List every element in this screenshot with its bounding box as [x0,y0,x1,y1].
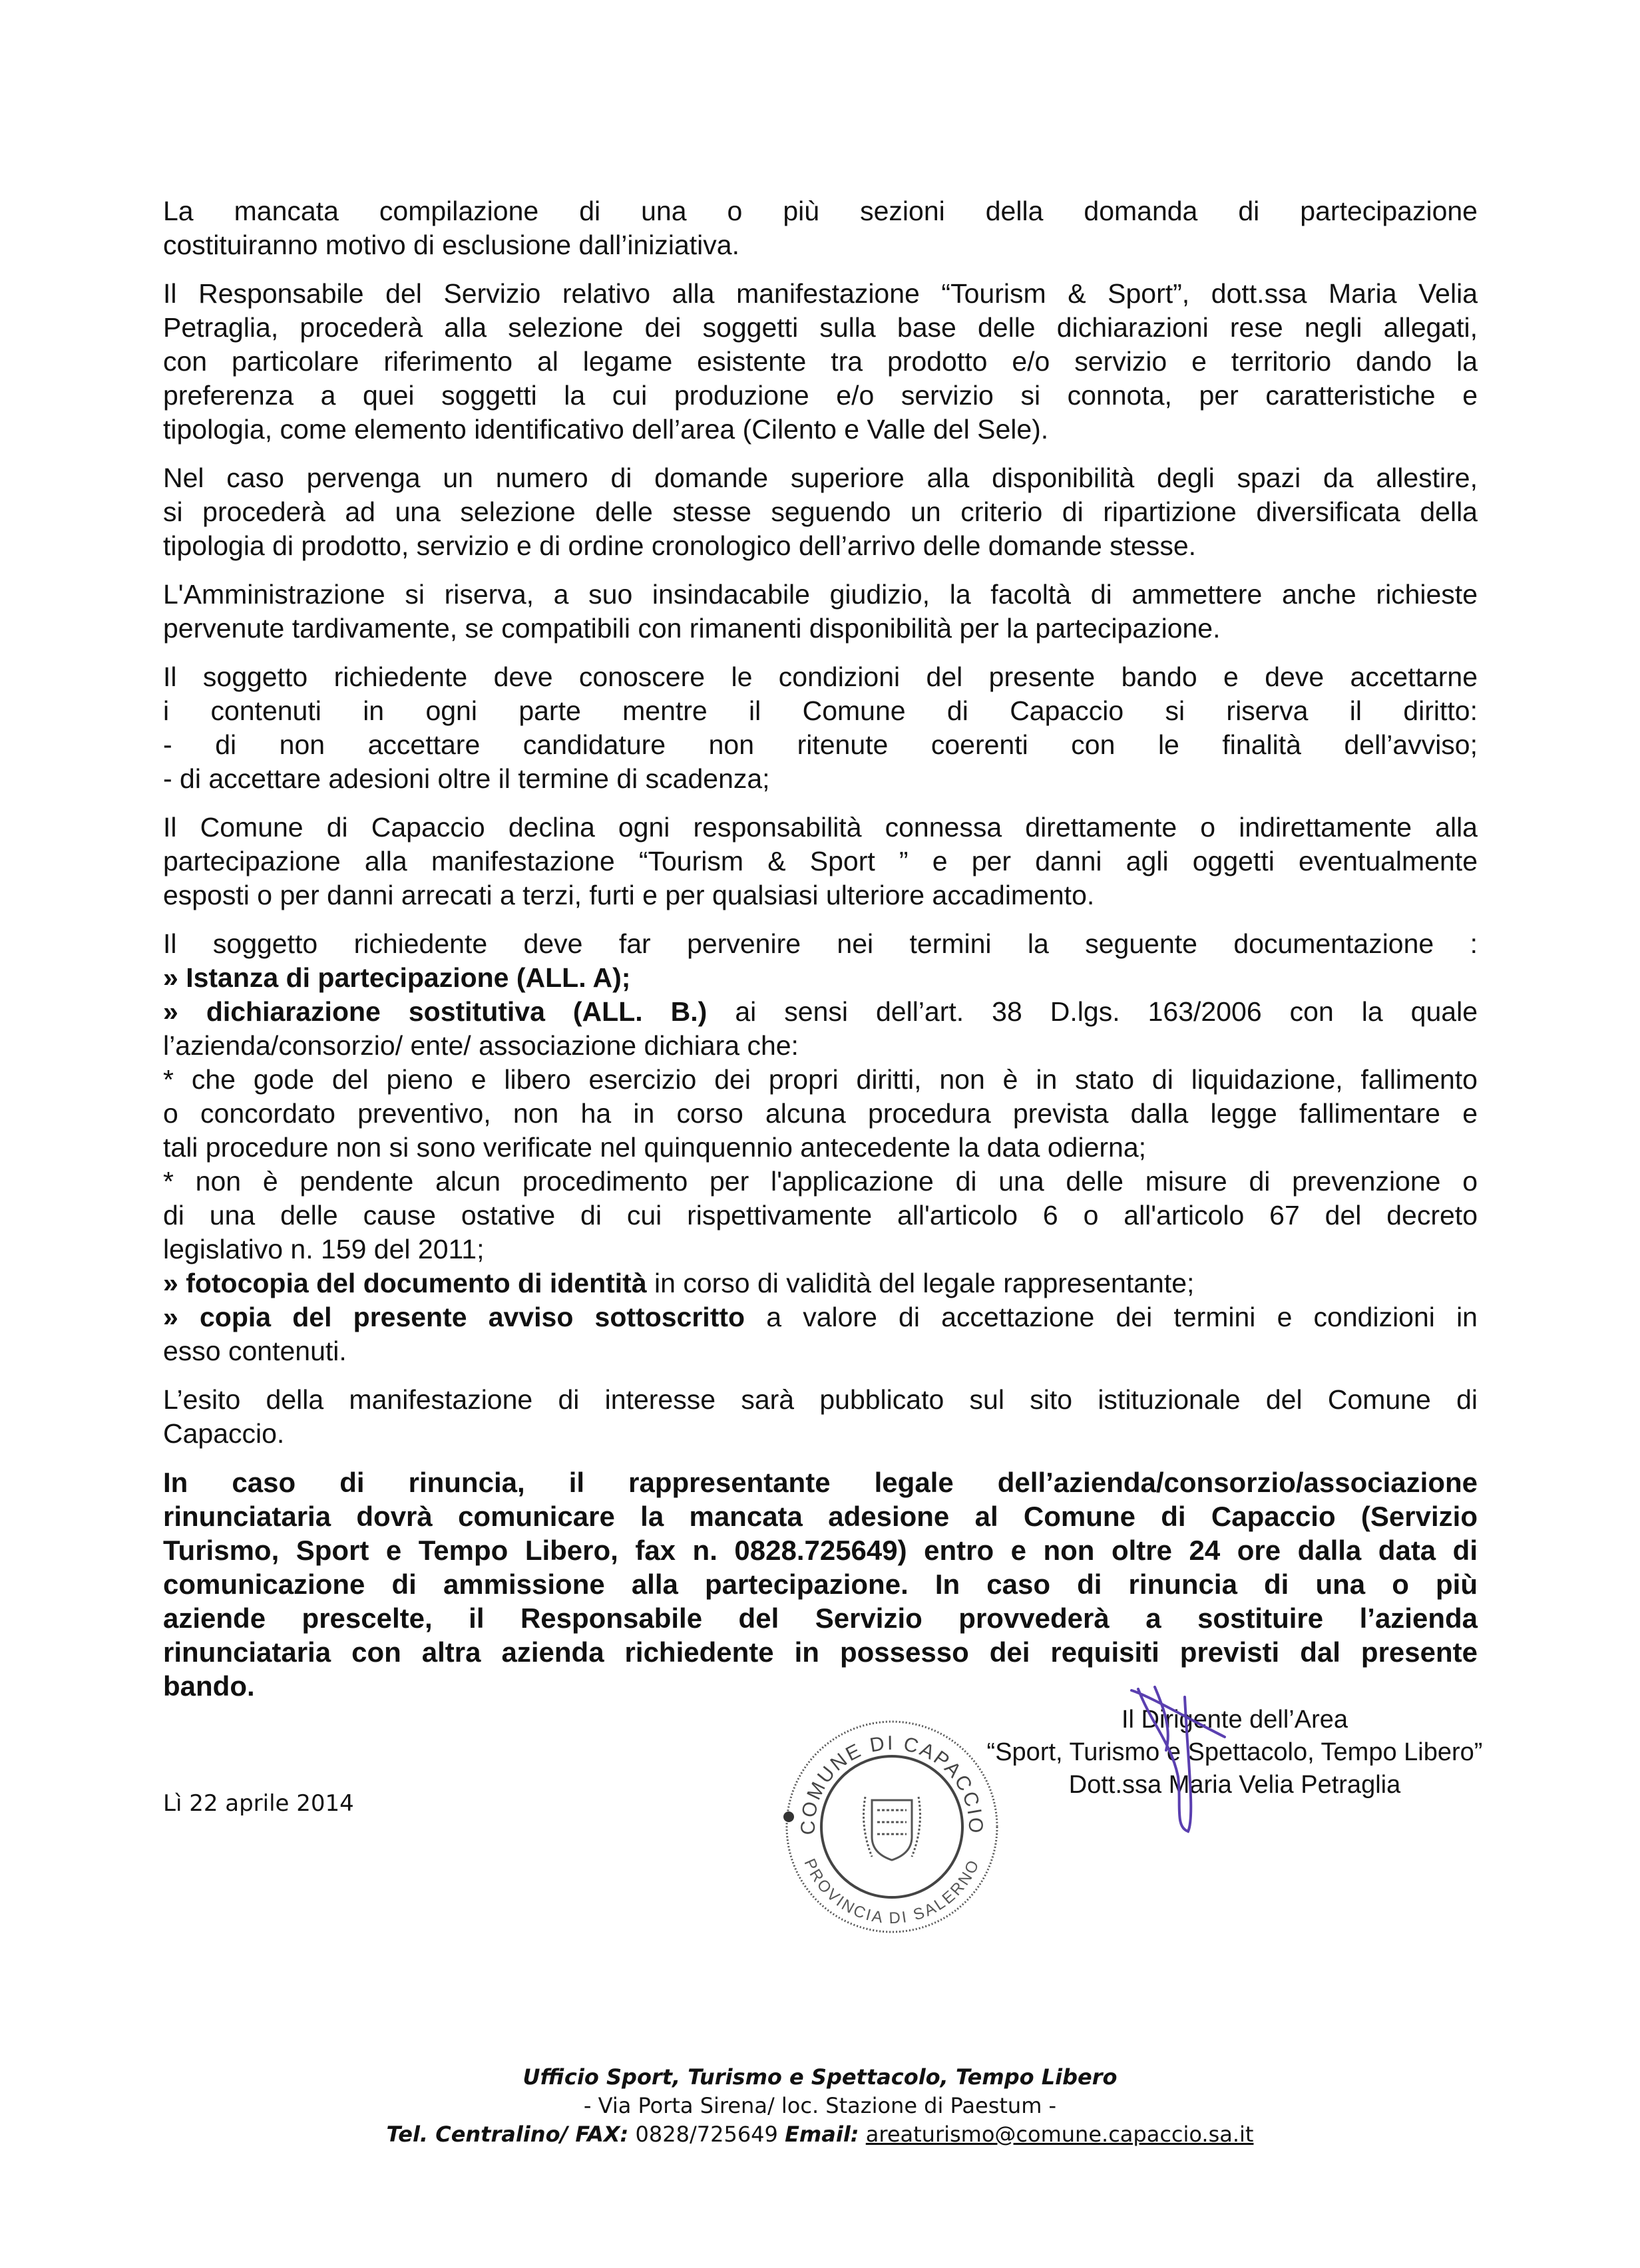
paragraph [163,194,1478,262]
text-line: bando. [163,1670,255,1702]
text-line: o concordato preventivo, non ha in corso alcuna procedura prevista dalla legge fallimentare e [163,1098,1478,1129]
paragraph [163,578,1478,646]
footer-address: - Via Porta Sirena/ loc. Stazione di Paestum - [583,2093,1057,2118]
text-line: di una delle cause ostative di cui rispettivamente all'articolo 6 o all'articolo 67 del decreto [163,1200,1478,1230]
text-line [163,1266,1478,1300]
line-text: tali procedure non si sono verificate nel quinquennio antecedente la data odierna; [163,1132,1147,1163]
text-line: preferenza a quei soggetti la cui produzione e/o servizio si connota, per caratteristiche e [163,380,1478,411]
coat-of-arms-icon [864,1797,921,1860]
paragraph [163,927,1478,1368]
text-line: Nel caso pervenga un numero di domande superiore alla disponibilità degli spazi da allestire, [163,463,1478,493]
text-line [163,1300,1478,1334]
text-line: comunicazione di ammissione alla partecipazione. In caso di rinuncia di una o più [163,1569,1478,1600]
text-line: * che gode del pieno e libero esercizio dei propri diritti, non è in stato di liquidazione, fallimento [163,1064,1478,1095]
signer-role: Il Dirigente dell’Area [1121,1706,1348,1734]
text-line: tipologia di prodotto, servizio e di ordine cronologico dell’arrivo delle domande stesse. [163,530,1197,561]
footer-contacts [0,2120,1640,2149]
text-line [163,1232,1478,1266]
text-line: costituiranno motivo di esclusione dall’iniziativa. [163,230,739,260]
text-line: aziende prescelte, il Responsabile del Servizio provvederà a sostituire l’azienda [163,1603,1478,1634]
document-body [163,194,1478,1718]
text-line: partecipazione alla manifestazione “Tourism & Sport ” e per danni agli oggetti eventualmente [163,846,1478,876]
text-line: Petraglia, procederà alla selezione dei soggetti sulla base delle dichiarazioni rese negli allegati, [163,312,1478,343]
text-line: - di accettare adesioni oltre il termine di scadenza; [163,763,770,794]
text-line: * non è pendente alcun procedimento per l'applicazione di una delle misure di prevenzione o [163,1166,1478,1197]
text-line [163,1029,1478,1063]
handwritten-signature [1125,1684,1231,1837]
text-line: Il soggetto richiedente deve conoscere le condizioni del presente bando e deve accettarne [163,662,1478,692]
paragraph [163,1465,1478,1703]
text-line: In caso di rinuncia, il rappresentante legale dell’azienda/consorzio/associazione [163,1467,1478,1498]
email-label: Email: [785,2122,859,2147]
line-text: ai sensi dell’art. 38 D.lgs. 163/2006 con la quale [707,996,1478,1027]
municipal-stamp [782,1717,1002,1937]
text-line: con particolare riferimento al legame esistente tra prodotto e/o servizio e territorio dando la [163,346,1478,377]
text-line: Il Comune di Capaccio declina ogni responsabilità connessa direttamente o indirettamente alla [163,812,1478,843]
signer-name: Dott.ssa Maria Velia Petraglia [1068,1771,1401,1799]
bold-text: » copia del presente avviso sottoscritto [163,1302,745,1332]
paragraph [163,811,1478,912]
text-line [163,1131,1478,1165]
text-line: L’esito della manifestazione di interesse sarà pubblicato sul sito istituzionale del Comune di [163,1384,1478,1415]
text-line [163,995,1478,1029]
svg-text:PROVINCIA DI SALERNO [800,1856,983,1927]
paragraph [163,277,1478,447]
line-text: l’azienda/consorzio/ ente/ associazione dichiara che: [163,1030,799,1061]
svg-text:COMUNE DI CAPACCIO [797,1732,986,1835]
text-line: rinunciataria dovrà comunicare la mancata adesione al Comune di Capaccio (Servizio [163,1501,1478,1532]
text-line: esso contenuti. [163,1336,347,1366]
text-line [163,961,1478,995]
bold-text: » Istanza di partecipazione (ALL. A); [163,962,631,993]
text-line: tipologia, come elemento identificativo dell’area (Cilento e Valle del Sele). [163,414,1049,445]
signature-block [968,1704,1501,1801]
line-text: legislativo n. 159 del 2011; [163,1234,485,1264]
footer-office: Ufficio Sport, Turismo e Spettacolo, Tempo Libero [522,2064,1118,2090]
paragraph [163,660,1478,796]
text-line: esposti o per danni arrecati a terzi, furti e per qualsiasi ulteriore accadimento. [163,880,1095,910]
document-date: Lì 22 aprile 2014 [163,1790,354,1817]
text-line: Turismo, Sport e Tempo Libero, fax n. 0828.725649) entro e non oltre 24 ore dalla data di [163,1535,1478,1566]
email-link[interactable]: areaturismo@comune.capaccio.sa.it [865,2122,1254,2147]
bold-text: » fotocopia del documento di identità [163,1268,647,1298]
text-line: Capaccio. [163,1418,285,1449]
signer-area: “Sport, Turismo e Spettacolo, Tempo Libero” [986,1738,1483,1766]
paragraph [163,461,1478,563]
stamp-top-text: COMUNE DI CAPACCIO [797,1732,987,1835]
text-line: si procederà ad una selezione delle stesse seguendo un criterio di ripartizione diversificata della [163,496,1478,527]
text-line: rinunciataria con altra azienda richiedente in possesso dei requisiti previsti dal presente [163,1636,1478,1668]
text-line: Il Responsabile del Servizio relativo alla manifestazione “Tourism & Sport”, dott.ssa Maria Velia [163,278,1478,309]
text-line: L'Amministrazione si riserva, a suo insindacabile giudizio, la facoltà di ammettere anche richieste [163,579,1478,610]
footer [0,2063,1640,2149]
text-line: La mancata compilazione di una o più sezioni della domanda di partecipazione [163,196,1478,226]
text-line: Il soggetto richiedente deve far pervenire nei termini la seguente documentazione : [163,928,1478,959]
bold-text: » dichiarazione sostitutiva (ALL. B.) [163,996,708,1027]
text-line: i contenuti in ogni parte mentre il Comune di Capaccio si riserva il diritto: [163,695,1478,726]
text-line: pervenute tardivamente, se compatibili con rimanenti disponibilità per la partecipazione. [163,613,1221,644]
line-text: a valore di accettazione dei termini e condizioni in [745,1302,1478,1332]
paragraph [163,1383,1478,1451]
text-line: - di non accettare candidature non ritenute coerenti con le finalità dell’avviso; [163,729,1478,760]
tel-value: 0828/725649 [628,2122,785,2147]
stamp-bottom-text: PROVINCIA DI SALERNO [800,1855,984,1928]
tel-label: Tel. Centralino/ FAX: [386,2122,629,2147]
line-text: in corso di validità del legale rappresentante; [646,1268,1195,1298]
